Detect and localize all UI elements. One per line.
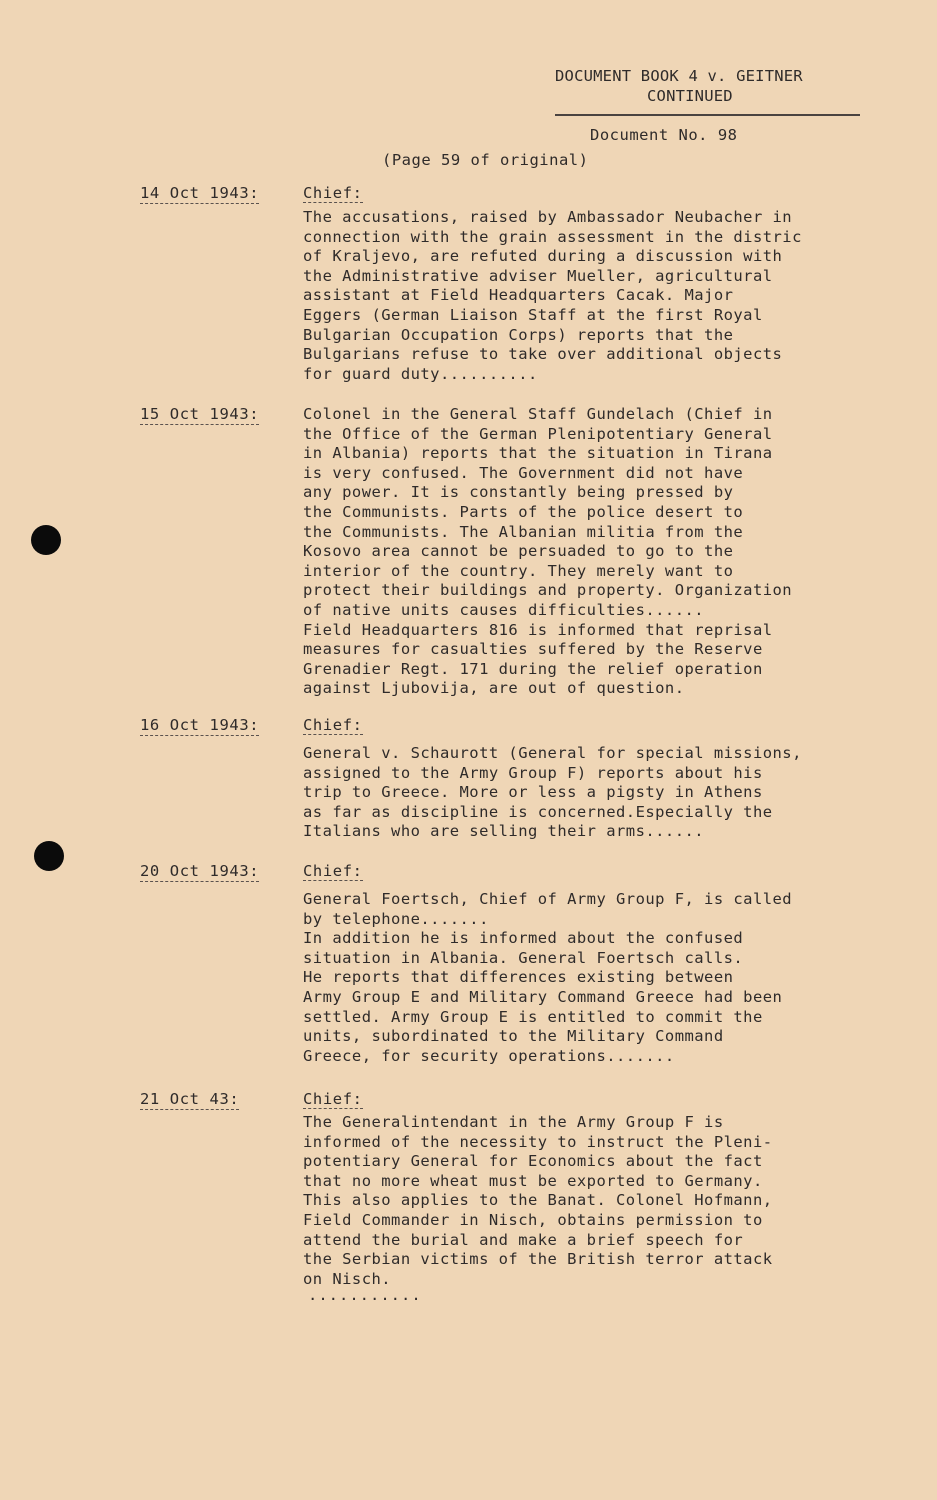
entry-date: 15 Oct 1943:: [140, 405, 260, 423]
entry-text: General v. Schaurott (General for special missions, assigned to the Army Group F) reports about his trip to Greece. More or less a pigsty in Athens as far as discipline is concerned.Especially the Italians who are selling their arms......: [303, 744, 802, 841]
entry-heading: Chief:: [303, 1090, 363, 1108]
entry-date: 20 Oct 1943:: [140, 862, 260, 880]
entry-date: 21 Oct 43:: [140, 1090, 240, 1108]
entry-text: General Foertsch, Chief of Army Group F, is called by telephone....... In addition he is informed about the confused situation in Albania. General Foertsch calls. He reports that differences existing between Army Group E and Military Command Greece had been settled. Army Group E is entitled to commit the units, subordinated to the Military Command Greece, for security operations.......: [303, 890, 793, 1065]
entry-date: 14 Oct 1943:: [140, 184, 260, 202]
header-title: DOCUMENT BOOK 4 v. GEITNER: [555, 67, 803, 85]
entry-text: Colonel in the General Staff Gundelach (Chief in the Office of the German Plenipotentiary General in Albania) reports that the situation in Tirana is very confused. The Government did not have any power. It is constantly being pressed by the Communists. Parts of the police desert to the Communists. The Albanian militia from the Kosovo area cannot be persuaded to go to the interior of the country. They merely want to protect their buildings and property. Organization of native units causes difficulties...... Field Headquarters 816 is informed that reprisal measures for casualties suffered by the Reserve Grenadier Regt. 171 during the relief operation against Ljubovija, are out of question.: [303, 405, 793, 698]
entry-text: The accusations, raised by Ambassador Neubacher in connection with the grain assessment in the distric of Kraljevo, are refuted during a discussion with the Administrative adviser Mueller, agricultural assistant at Field Headquarters Cacak. Major Eggers (German Liaison Staff at the first Royal Bulgarian Occupation Corps) reports that the Bulgarians refuse to take over additional objects for guard duty..........: [303, 208, 802, 383]
entry-heading: Chief:: [303, 862, 363, 880]
entry-heading: Chief:: [303, 184, 363, 202]
header-continued: CONTINUED: [647, 87, 733, 105]
page-reference: (Page 59 of original): [382, 151, 589, 169]
document-header: [555, 66, 865, 106]
trailing-dots: ...........: [308, 1286, 422, 1304]
punch-hole: [34, 841, 64, 871]
punch-hole: [31, 525, 61, 555]
entry-date: 16 Oct 1943:: [140, 716, 260, 734]
header-rule: [555, 114, 860, 116]
entry-text: The Generalintendant in the Army Group F is informed of the necessity to instruct the Pleni- potentiary General for Economics about the fact that no more wheat must be exported to Germany. This also applies to the Banat. Colonel Hofmann, Field Commander in Nisch, obtains permission to attend the burial and make a brief speech for the Serbian victims of the British terror attack on Nisch.: [303, 1113, 773, 1288]
document-number: Document No. 98: [590, 126, 738, 144]
entry-heading: Chief:: [303, 716, 363, 734]
